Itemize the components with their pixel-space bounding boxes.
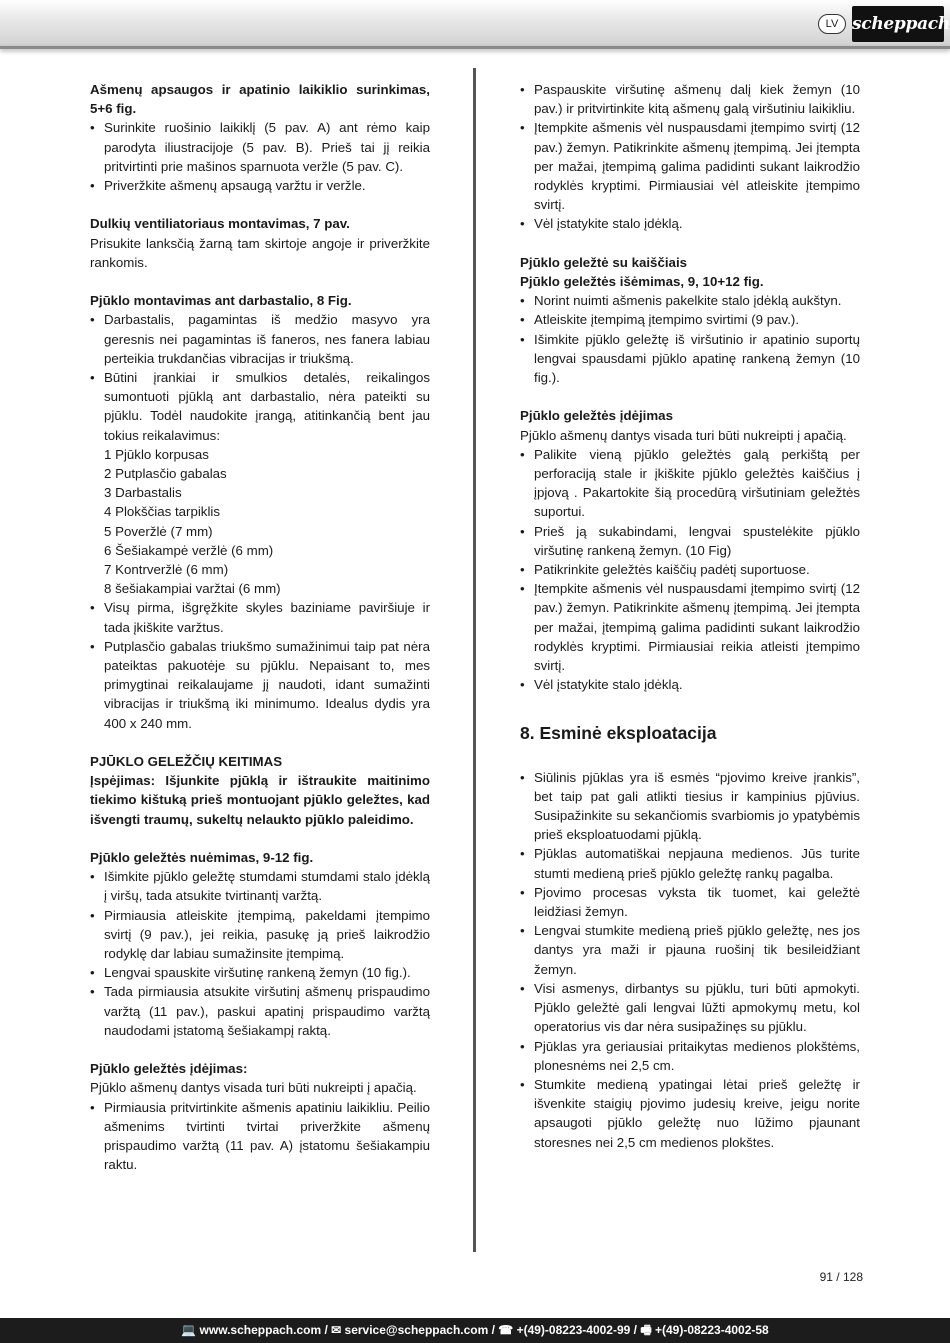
- list-pinned-insertion: [520, 445, 860, 695]
- section-title-blade-removal: Pjūklo geležtės nuėmimas, 9-12 fig.: [90, 850, 314, 866]
- part-item: 4 Plokščias tarpiklis: [104, 504, 221, 520]
- footer-contact: 💻 www.scheppach.com / ✉ service@scheppach.com / ☎ +(49)-08223-4002-99 / 🖷 +(49)-08223-4002-58: [0, 1318, 950, 1343]
- list-workbench-2: [90, 598, 430, 732]
- column-divider: [473, 68, 476, 1252]
- paragraph-pinned-teeth: Pjūklo ašmenų dantys visada turi būti nukreipti į apačią.: [520, 427, 847, 443]
- part-item: 1 Pjūklo korpusas: [104, 446, 209, 462]
- paragraph-blade-teeth: Pjūklo ašmenų dantys visada turi būti nukreipti į apačią.: [90, 1080, 417, 1096]
- list-item: • Palikite vieną pjūklo geležtės galą perkištą per perforaciją stale ir įkiškite pjūklo geležtės kaiščius į įpjovą . Pakartokite šią procedūrą viršutiniam geležtės suportui.: [520, 445, 860, 522]
- list-item: • Atleiskite įtempimą įtempimo svirtimi (9 pav.).: [520, 310, 860, 329]
- brand-logo: scheppach: [852, 6, 944, 42]
- part-item: 6 Šešiakampė veržlė (6 mm): [104, 542, 274, 558]
- part-item: 2 Putplasčio gabalas: [104, 466, 227, 482]
- list-item: • Siūlinis pjūklas yra iš esmės “pjovimo kreive įrankis”, bet taip pat gali atlikti tiesius ir kampinius pjūvius. Susipažinkite su sekančiomis svarbiomis jo ypatybėmis prieš eksploatuodami pjūklą.: [520, 768, 860, 845]
- list-item: • Pjūklas automatiškai nepjauna medienos. Jūs turite stumti medieną prieš pjūklo geležtę rankų pagalba.: [520, 844, 860, 882]
- list-item: • Stumkite medieną ypatingai lėtai prieš geležtę ir išvenkite staigių pjovimo judesių kreive, jeigu norite apsaugoti pjūklo geležtę nuo lūžimo pjaunant storesnes nei 2,5 cm medienos plokštes.: [520, 1075, 860, 1152]
- list-blade-guard: [90, 118, 430, 195]
- page-header: [0, 0, 950, 46]
- warning-text: Įspėjimas: Išjunkite pjūklą ir ištraukite maitinimo tiekimo kištuką prieš montuojant pjūklo geležtes, kad išvengti traumų, sukeltų nelaukto pjūklo paleidimo.: [90, 773, 430, 827]
- list-item: • Išimkite pjūklo geležtę stumdami stumdami stalo įdėklą į viršų, tada atsukite tvirtinantį varžtą.: [90, 867, 430, 905]
- list-item: • Darbastalis, pagamintas iš medžio masyvo yra geresnis nei pagamintas iš faneros, nes fanera labiau perteikia trukdančias vibracijas ir triukšmą.: [90, 310, 430, 368]
- list-item: • Tada pirmiausia atsukite viršutinį ašmenų prispaudimo varžtą (11 pav.), paskui apatinį prispaudimo varžtą naudodami įstatomą šešiakampį raktą.: [90, 982, 430, 1040]
- part-item: 5 Poveržlė (7 mm): [104, 523, 213, 539]
- list-pinned-removal: [520, 291, 860, 387]
- list-item: • Įtempkite ašmenis vėl nuspausdami įtempimo svirtį (12 pav.) žemyn. Patikrinkite ašmenų įtempimą. Jei įtempta per mažai, įtempimą galima padidinti sukant laikrodžio rodyklės kryptimi. Pirmiausiai reikia atleisti įtempimo svirtį.: [520, 579, 860, 675]
- list-item: • Paspauskite viršutinę ašmenų dalį kiek žemyn (10 pav.) ir pritvirtinkite kitą ašmenų galą viršutiniu laikikliu.: [520, 80, 860, 118]
- list-blade-removal: [90, 867, 430, 1040]
- section-title-pinned-removal: Pjūklo geležtės išėmimas, 9, 10+12 fig.: [520, 274, 764, 290]
- list-item: • Lengvai spauskite viršutinę rankeną žemyn (10 fig.).: [90, 963, 430, 982]
- list-workbench: [90, 310, 430, 444]
- list-item: • Pirmiausia atleiskite įtempimą, pakeldami įtempimo svirtį (9 pav.), jei reikia, pasukę ją prieš laikrodžio rodyklę dar labiau sumažinsite įtempimą.: [90, 906, 430, 964]
- section-title-pinned-insertion: Pjūklo geležtės įdėjimas: [520, 408, 673, 424]
- list-item: • Išimkite pjūklo geležtę iš viršutinio ir apatinio suportų lengvai spausdami pjūklo apatinę rankeną žemyn (10 fig.).: [520, 330, 860, 388]
- list-item: • Pjūklas yra geriausiai pritaikytas medienos plokštėms, plonesnėms nei 2,5 cm.: [520, 1037, 860, 1075]
- list-item: • Visų pirma, išgręžkite skyles baziniame paviršiuje ir tada įkiškite varžtus.: [90, 598, 430, 636]
- list-blade-insertion: [90, 1098, 430, 1175]
- section-title-dust-blower: Dulkių ventiliatoriaus montavimas, 7 pav.: [90, 216, 350, 232]
- part-item: 8 šešiakampiai varžtai (6 mm): [104, 581, 281, 597]
- left-column: [90, 80, 430, 1175]
- list-item: • Norint nuimti ašmenis pakelkite stalo įdėklą aukštyn.: [520, 291, 860, 310]
- list-blade-insertion-cont: [520, 80, 860, 234]
- language-badge: LV: [818, 14, 846, 34]
- page-number: 91 / 128: [819, 1270, 863, 1284]
- list-item: • Visi asmenys, dirbantys su pjūklu, turi būti apmokyti. Pjūklo geležtė gali lengvai lūžti apmokymų metu, kol operatorius vis dar nėra susipažinęs su pjūklu.: [520, 979, 860, 1037]
- part-item: 3 Darbastalis: [104, 485, 182, 501]
- header-divider: [0, 46, 950, 49]
- list-item: • Vėl įstatykite stalo įdėklą.: [520, 214, 860, 233]
- list-basic-operation: [520, 768, 860, 1152]
- chapter-heading: 8. Esminė eksploatacija: [520, 722, 717, 743]
- paragraph-dust-blower: Prisukite lanksčią žarną tam skirtoje angoje ir priveržkite rankomis.: [90, 235, 430, 270]
- section-title-blade-insertion: Pjūklo geležtės įdėjimas:: [90, 1061, 248, 1077]
- parts-list: [90, 445, 430, 599]
- section-title-workbench: Pjūklo montavimas ant darbastalio, 8 Fig.: [90, 293, 352, 309]
- list-item: • Pirmiausia pritvirtinkite ašmenis apatiniu laikikliu. Peilio ašmenims tvirtinti tvirtai priveržkite ašmenų prispaudimo varžtą (11 pav. A) įstatomu šešiakampiu raktu.: [90, 1098, 430, 1175]
- list-item: • Lengvai stumkite medieną prieš pjūklo geležtę, nes jos dantys yra maži ir pjauna ruošinį tik besileidžiant žemyn.: [520, 921, 860, 979]
- right-column: [520, 80, 860, 1152]
- section-title-blade-guard: Ašmenų apsaugos ir apatinio laikiklio surinkimas, 5+6 fig.: [90, 82, 430, 117]
- section-title-pinned-blade: Pjūklo geležtė su kaiščiais: [520, 254, 688, 270]
- list-item: • Būtini įrankiai ir smulkios detalės, reikalingos sumontuoti pjūklą ant darbastalio, nėra pateikti su pjūklu. Todėl naudokite įrangą, atitinkančią bent jau tokius reikalavimus:: [90, 368, 430, 445]
- list-item: • Prieš ją sukabindami, lengvai spustelėkite pjūklo viršutinę rankeną žemyn. (10 Fig): [520, 522, 860, 560]
- list-item: • Patikrinkite geležtės kaiščių padėtį suportuose.: [520, 560, 860, 579]
- list-item: • Surinkite ruošinio laikiklį (5 pav. A) ant rėmo kaip parodyta iliustracijoje (5 pav. B). Prieš tai jį reikia pritvirtinti prie mašinos sparnuota veržle (5 pav. C).: [90, 118, 430, 176]
- list-item: • Priveržkite ašmenų apsaugą varžtu ir veržle.: [90, 176, 430, 195]
- list-item: • Putplasčio gabalas triukšmo sumažinimui taip pat nėra pateiktas pakuotėje su pjūklu. Nepaisant to, mes primygtinai reikalaujame jį naudoti, idant sumažinti vibracijas ir triukšmą iki minimumo. Idealus dydis yra 400 x 240 mm.: [90, 637, 430, 733]
- section-title-blade-change: PJŪKLO GELEŽČIŲ KEITIMAS: [90, 754, 283, 770]
- list-item: • Vėl įstatykite stalo įdėklą.: [520, 675, 860, 694]
- list-item: • Įtempkite ašmenis vėl nuspausdami įtempimo svirtį (12 pav.) žemyn. Patikrinkite ašmenų įtempimą. Jei įtempta per mažai, įtempimą galima padidinti sukant laikrodžio rodyklės kryptimi. Pirmiausiai vėl atleiskite įtempimo svirtį.: [520, 118, 860, 214]
- list-item: • Pjovimo procesas vyksta tik tuomet, kai geležtė leidžiasi žemyn.: [520, 883, 860, 921]
- part-item: 7 Kontrveržlė (6 mm): [104, 562, 229, 578]
